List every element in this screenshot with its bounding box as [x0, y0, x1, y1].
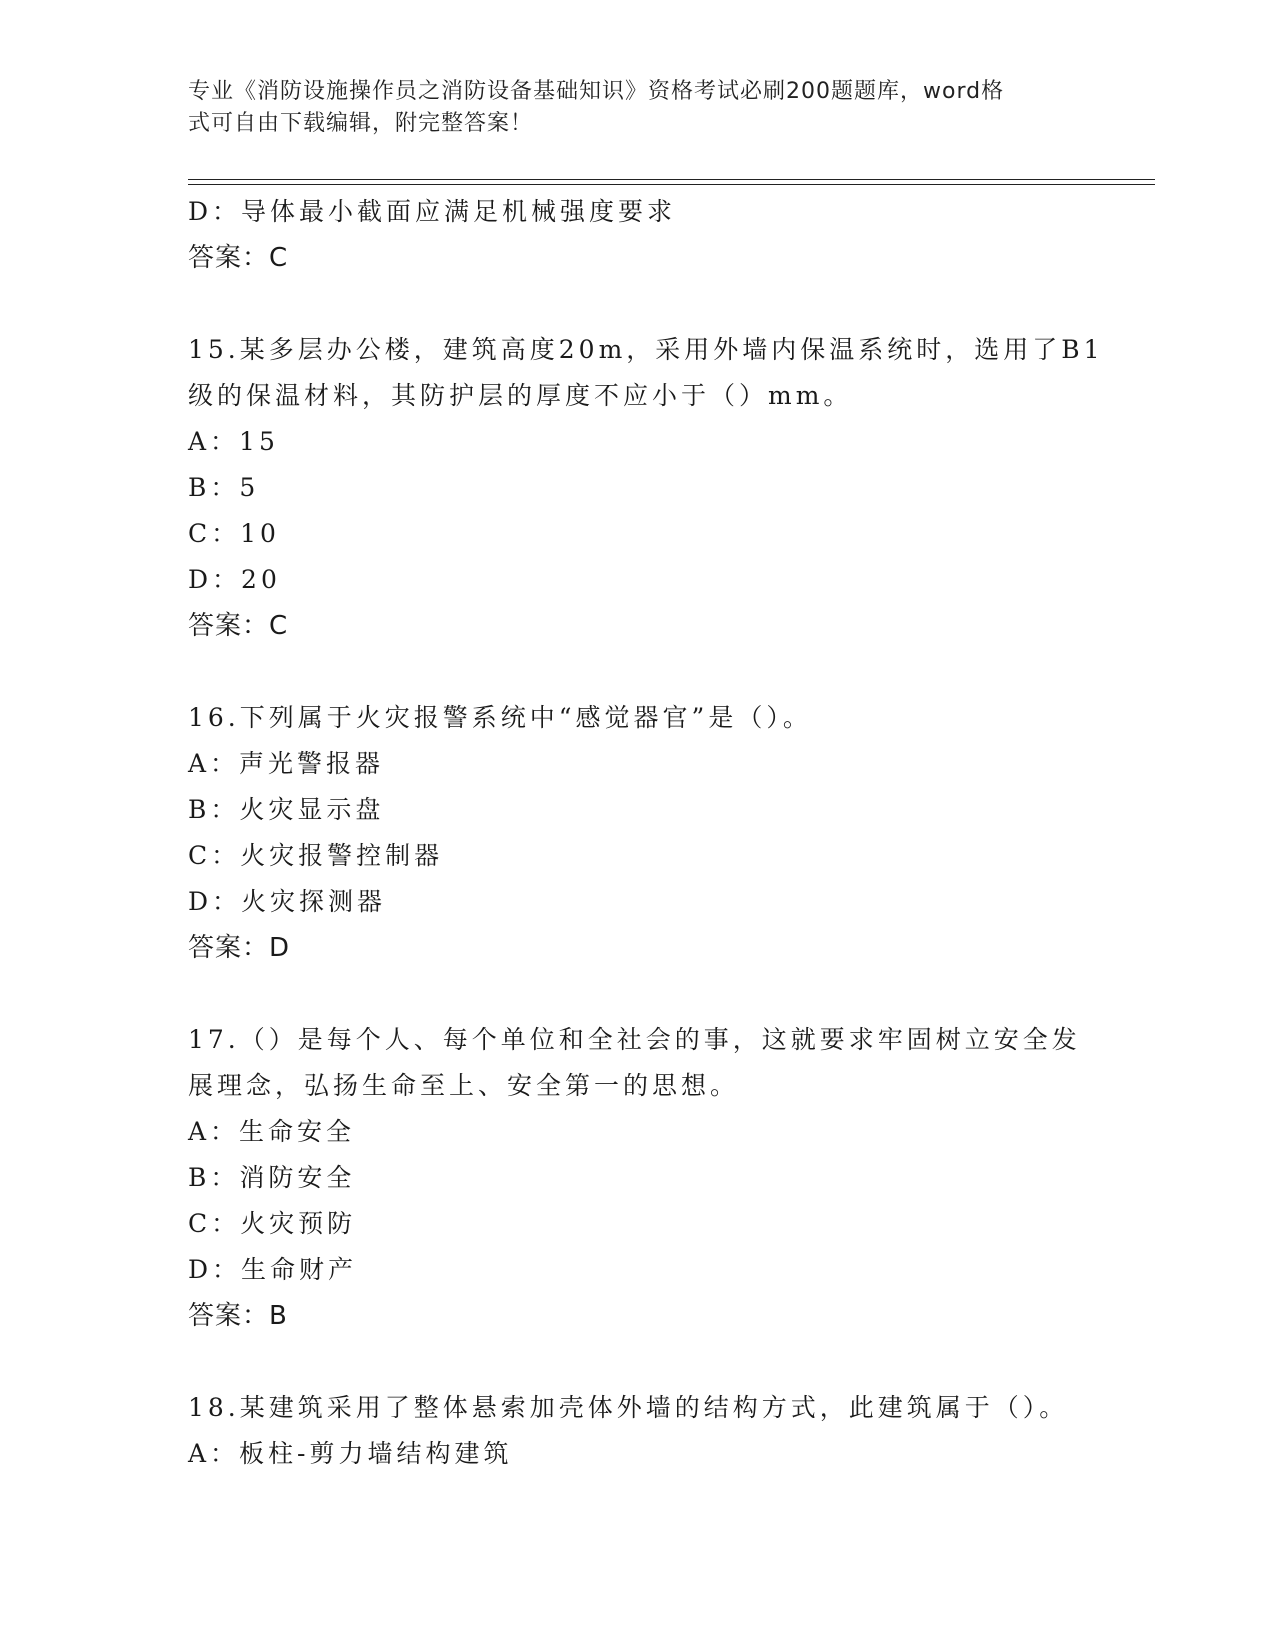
question-18-option-a: A：板柱-剪力墙结构建筑 — [188, 1439, 513, 1468]
question-15-option-d: D：20 — [188, 565, 281, 594]
question-18-line-1: 18.某建筑采用了整体悬索加壳体外墙的结构方式，此建筑属于（）。 — [188, 1393, 1069, 1422]
question-15-line-2: 级的保温材料，其防护层的厚度不应小于（）mm。 — [188, 381, 853, 410]
spacer — [188, 281, 1088, 327]
prev-option-d: D：导体最小截面应满足机械强度要求 — [188, 197, 677, 226]
header-divider-bottom — [188, 184, 1155, 185]
question-16-answer: 答案：D — [188, 933, 291, 963]
question-16-option-a: A：声光警报器 — [188, 749, 385, 778]
question-15-line-1: 15.某多层办公楼，建筑高度20m，采用外墙内保温系统时，选用了B1 — [188, 335, 1104, 364]
question-15-option-a: A：15 — [188, 427, 279, 456]
question-17-line-1: 17.（）是每个人、每个单位和全社会的事，这就要求牢固树立安全发 — [188, 1025, 1081, 1054]
spacer — [188, 649, 1088, 695]
header-divider-top — [188, 179, 1155, 180]
question-16-option-d: D：火灾探测器 — [188, 887, 387, 916]
document-header — [188, 76, 1068, 140]
question-15-option-c: C：10 — [188, 519, 280, 548]
question-17-option-c: C：火灾预防 — [188, 1209, 357, 1238]
question-15-answer: 答案：C — [188, 611, 289, 641]
question-17-answer: 答案：B — [188, 1301, 288, 1331]
spacer — [188, 971, 1088, 1017]
document-body — [188, 189, 1104, 1477]
question-17-option-d: D：生命财产 — [188, 1255, 358, 1284]
question-16-line-1: 16.下列属于火灾报警系统中“感觉器官”是（）。 — [188, 703, 812, 732]
question-17-option-a: A：生命安全 — [188, 1117, 356, 1146]
question-17-line-2: 展理念，弘扬生命至上、安全第一的思想。 — [188, 1071, 740, 1100]
header-line-1: 专业《消防设施操作员之消防设备基础知识》资格考试必刷200题题库，word格 — [188, 79, 1005, 104]
question-16-option-b: B：火灾显示盘 — [188, 795, 385, 824]
prev-answer: 答案：C — [188, 243, 289, 273]
question-15-option-b: B：5 — [188, 473, 260, 502]
spacer — [188, 1339, 1088, 1385]
question-17-option-b: B：消防安全 — [188, 1163, 356, 1192]
question-16-option-c: C：火灾报警控制器 — [188, 841, 444, 870]
header-line-2: 式可自由下载编辑，附完整答案！ — [188, 111, 534, 136]
